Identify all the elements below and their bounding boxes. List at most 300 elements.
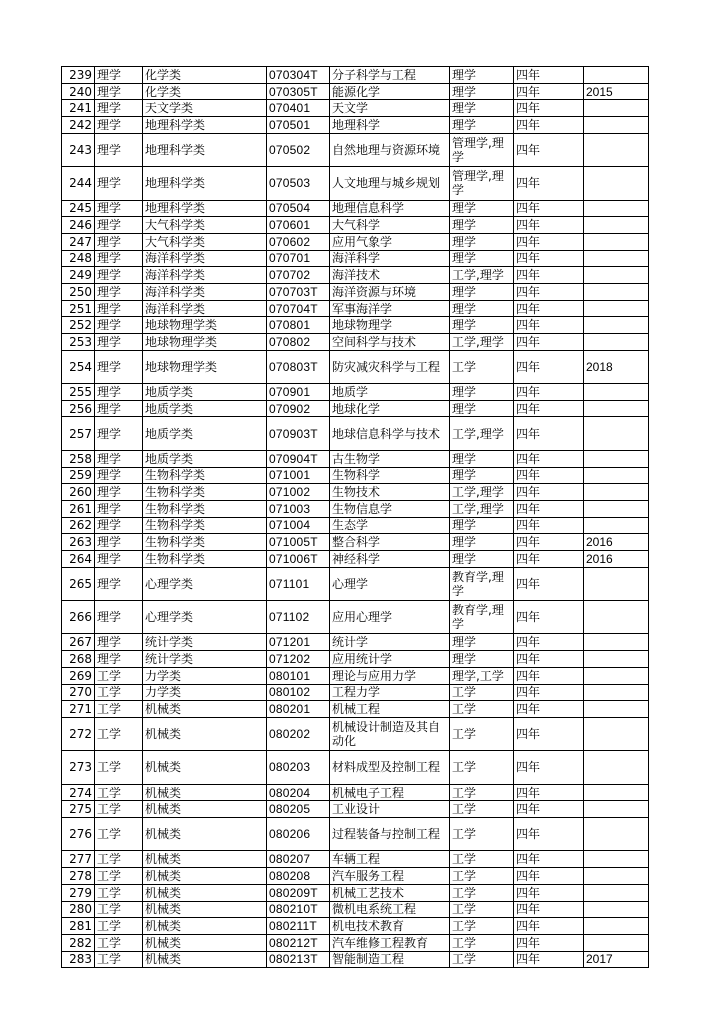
discipline-category-cell: 理学 <box>95 551 143 568</box>
year-added-cell <box>584 484 649 501</box>
study-duration-cell: 四年 <box>514 868 584 885</box>
study-duration-cell: 四年 <box>514 534 584 551</box>
year-added-cell <box>584 701 649 718</box>
major-code-cell: 080207 <box>267 851 330 868</box>
major-code-cell: 071202 <box>267 651 330 668</box>
major-name-cell: 过程装备与控制工程 <box>330 818 450 851</box>
year-added-cell <box>584 334 649 351</box>
major-name-cell: 应用气象学 <box>330 233 450 250</box>
discipline-category-cell: 理学 <box>95 450 143 467</box>
row-number-cell: 278 <box>62 868 95 885</box>
table-row <box>62 67 649 84</box>
major-code-cell: 070502 <box>267 133 330 166</box>
major-code-cell: 070601 <box>267 217 330 234</box>
discipline-category-cell: 理学 <box>95 467 143 484</box>
study-duration-cell: 四年 <box>514 283 584 300</box>
discipline-category-cell: 理学 <box>95 200 143 217</box>
study-duration-cell: 四年 <box>514 334 584 351</box>
row-number-cell: 256 <box>62 400 95 417</box>
major-class-cell: 生物科学类 <box>143 517 267 534</box>
row-number-cell: 267 <box>62 634 95 651</box>
study-duration-cell: 四年 <box>514 500 584 517</box>
degree-type-cell: 管理学,理学 <box>450 167 514 200</box>
major-class-cell: 心理学类 <box>143 567 267 600</box>
table-row <box>62 567 649 600</box>
major-name-cell: 微机电系统工程 <box>330 901 450 918</box>
degree-type-cell: 理学 <box>450 551 514 568</box>
major-code-cell: 070504 <box>267 200 330 217</box>
row-number-cell: 257 <box>62 417 95 450</box>
study-duration-cell: 四年 <box>514 467 584 484</box>
study-duration-cell: 四年 <box>514 551 584 568</box>
row-number-cell: 255 <box>62 384 95 401</box>
degree-type-cell: 工学 <box>450 701 514 718</box>
major-code-cell: 080101 <box>267 667 330 684</box>
row-number-cell: 246 <box>62 217 95 234</box>
table-row <box>62 634 649 651</box>
row-number-cell: 277 <box>62 851 95 868</box>
degree-type-cell: 理学 <box>450 117 514 134</box>
degree-type-cell: 管理学,理学 <box>450 133 514 166</box>
study-duration-cell: 四年 <box>514 167 584 200</box>
year-added-cell <box>584 400 649 417</box>
row-number-cell: 279 <box>62 884 95 901</box>
row-number-cell: 261 <box>62 500 95 517</box>
major-class-cell: 化学类 <box>143 83 267 100</box>
year-added-cell <box>584 217 649 234</box>
major-code-cell: 070901 <box>267 384 330 401</box>
major-code-cell: 080209T <box>267 884 330 901</box>
major-code-cell: 070602 <box>267 233 330 250</box>
degree-type-cell: 理学 <box>450 317 514 334</box>
major-name-cell: 空间科学与技术 <box>330 334 450 351</box>
study-duration-cell: 四年 <box>514 384 584 401</box>
degree-type-cell: 理学 <box>450 250 514 267</box>
table-row <box>62 217 649 234</box>
study-duration-cell: 四年 <box>514 884 584 901</box>
year-added-cell <box>584 934 649 951</box>
discipline-category-cell: 理学 <box>95 167 143 200</box>
major-code-cell: 070401 <box>267 100 330 117</box>
row-number-cell: 262 <box>62 517 95 534</box>
major-code-cell: 080211T <box>267 918 330 935</box>
row-number-cell: 252 <box>62 317 95 334</box>
major-code-cell: 070802 <box>267 334 330 351</box>
table-row <box>62 400 649 417</box>
major-name-cell: 机械工程 <box>330 701 450 718</box>
major-code-cell: 080205 <box>267 801 330 818</box>
major-class-cell: 统计学类 <box>143 651 267 668</box>
major-name-cell: 生物信息学 <box>330 500 450 517</box>
study-duration-cell: 四年 <box>514 217 584 234</box>
year-added-cell <box>584 667 649 684</box>
table-row <box>62 283 649 300</box>
row-number-cell: 241 <box>62 100 95 117</box>
major-code-cell: 070305T <box>267 83 330 100</box>
study-duration-cell: 四年 <box>514 801 584 818</box>
major-code-cell: 080210T <box>267 901 330 918</box>
study-duration-cell: 四年 <box>514 567 584 600</box>
major-code-cell: 080201 <box>267 701 330 718</box>
row-number-cell: 242 <box>62 117 95 134</box>
major-name-cell: 天文学 <box>330 100 450 117</box>
discipline-category-cell: 工学 <box>95 801 143 818</box>
year-added-cell <box>584 818 649 851</box>
study-duration-cell: 四年 <box>514 450 584 467</box>
degree-type-cell: 工学 <box>450 801 514 818</box>
table-row <box>62 133 649 166</box>
degree-type-cell: 理学 <box>450 651 514 668</box>
major-code-cell: 080203 <box>267 751 330 784</box>
row-number-cell: 281 <box>62 918 95 935</box>
year-added-cell <box>584 651 649 668</box>
major-name-cell: 整合科学 <box>330 534 450 551</box>
year-added-cell <box>584 100 649 117</box>
year-added-cell: 2016 <box>584 534 649 551</box>
degree-type-cell: 工学 <box>450 751 514 784</box>
major-name-cell: 机械电子工程 <box>330 784 450 801</box>
discipline-category-cell: 理学 <box>95 67 143 84</box>
major-name-cell: 防灾减灾科学与工程 <box>330 350 450 383</box>
major-code-cell: 070501 <box>267 117 330 134</box>
year-added-cell <box>584 450 649 467</box>
major-code-cell: 071201 <box>267 634 330 651</box>
discipline-category-cell: 理学 <box>95 384 143 401</box>
major-class-cell: 心理学类 <box>143 601 267 634</box>
major-class-cell: 生物科学类 <box>143 484 267 501</box>
table-row <box>62 751 649 784</box>
discipline-category-cell: 工学 <box>95 884 143 901</box>
row-number-cell: 264 <box>62 551 95 568</box>
discipline-category-cell: 理学 <box>95 233 143 250</box>
table-row <box>62 701 649 718</box>
study-duration-cell: 四年 <box>514 233 584 250</box>
major-class-cell: 机械类 <box>143 934 267 951</box>
degree-type-cell: 教育学,理学 <box>450 567 514 600</box>
degree-type-cell: 理学 <box>450 100 514 117</box>
major-class-cell: 海洋科学类 <box>143 250 267 267</box>
major-name-cell: 理论与应用力学 <box>330 667 450 684</box>
major-code-cell: 080102 <box>267 684 330 701</box>
table-row <box>62 334 649 351</box>
row-number-cell: 272 <box>62 717 95 750</box>
year-added-cell <box>584 167 649 200</box>
year-added-cell <box>584 884 649 901</box>
discipline-category-cell: 理学 <box>95 334 143 351</box>
major-class-cell: 化学类 <box>143 67 267 84</box>
major-name-cell: 智能制造工程 <box>330 951 450 968</box>
table-row <box>62 117 649 134</box>
study-duration-cell: 四年 <box>514 851 584 868</box>
degree-type-cell: 理学 <box>450 233 514 250</box>
row-number-cell: 239 <box>62 67 95 84</box>
discipline-category-cell: 理学 <box>95 300 143 317</box>
year-added-cell <box>584 133 649 166</box>
degree-type-cell: 教育学,理学 <box>450 601 514 634</box>
major-name-cell: 应用统计学 <box>330 651 450 668</box>
major-class-cell: 机械类 <box>143 801 267 818</box>
discipline-category-cell: 理学 <box>95 484 143 501</box>
discipline-category-cell: 理学 <box>95 567 143 600</box>
major-class-cell: 机械类 <box>143 884 267 901</box>
year-added-cell <box>584 868 649 885</box>
major-code-cell: 070702 <box>267 267 330 284</box>
table-row <box>62 83 649 100</box>
degree-type-cell: 工学,理学 <box>450 267 514 284</box>
major-class-cell: 海洋科学类 <box>143 283 267 300</box>
study-duration-cell: 四年 <box>514 67 584 84</box>
discipline-category-cell: 工学 <box>95 751 143 784</box>
degree-type-cell: 理学 <box>450 467 514 484</box>
major-name-cell: 应用心理学 <box>330 601 450 634</box>
year-added-cell <box>584 283 649 300</box>
degree-type-cell: 工学 <box>450 784 514 801</box>
study-duration-cell: 四年 <box>514 300 584 317</box>
major-name-cell: 海洋技术 <box>330 267 450 284</box>
year-added-cell <box>584 784 649 801</box>
discipline-category-cell: 理学 <box>95 534 143 551</box>
year-added-cell: 2018 <box>584 350 649 383</box>
major-code-cell: 080206 <box>267 818 330 851</box>
major-code-cell: 080208 <box>267 868 330 885</box>
table-row <box>62 534 649 551</box>
major-code-cell: 070701 <box>267 250 330 267</box>
discipline-category-cell: 工学 <box>95 918 143 935</box>
major-code-cell: 070902 <box>267 400 330 417</box>
row-number-cell: 259 <box>62 467 95 484</box>
row-number-cell: 265 <box>62 567 95 600</box>
table-row <box>62 551 649 568</box>
major-list-table <box>61 66 649 968</box>
discipline-category-cell: 理学 <box>95 634 143 651</box>
degree-type-cell: 工学 <box>450 818 514 851</box>
degree-type-cell: 工学 <box>450 901 514 918</box>
major-class-cell: 力学类 <box>143 667 267 684</box>
table-row <box>62 667 649 684</box>
study-duration-cell: 四年 <box>514 667 584 684</box>
discipline-category-cell: 理学 <box>95 283 143 300</box>
row-number-cell: 263 <box>62 534 95 551</box>
major-name-cell: 海洋资源与环境 <box>330 283 450 300</box>
degree-type-cell: 理学 <box>450 450 514 467</box>
year-added-cell <box>584 384 649 401</box>
major-class-cell: 天文学类 <box>143 100 267 117</box>
year-added-cell <box>584 751 649 784</box>
study-duration-cell: 四年 <box>514 83 584 100</box>
discipline-category-cell: 理学 <box>95 500 143 517</box>
major-code-cell: 070803T <box>267 350 330 383</box>
degree-type-cell: 工学 <box>450 951 514 968</box>
year-added-cell <box>584 801 649 818</box>
year-added-cell <box>584 717 649 750</box>
study-duration-cell: 四年 <box>514 751 584 784</box>
discipline-category-cell: 工学 <box>95 934 143 951</box>
study-duration-cell: 四年 <box>514 818 584 851</box>
discipline-category-cell: 工学 <box>95 951 143 968</box>
major-class-cell: 力学类 <box>143 684 267 701</box>
major-name-cell: 车辆工程 <box>330 851 450 868</box>
study-duration-cell: 四年 <box>514 784 584 801</box>
degree-type-cell: 理学 <box>450 517 514 534</box>
degree-type-cell: 工学 <box>450 717 514 750</box>
row-number-cell: 253 <box>62 334 95 351</box>
year-added-cell <box>584 684 649 701</box>
table-row <box>62 384 649 401</box>
major-class-cell: 生物科学类 <box>143 534 267 551</box>
table-row <box>62 934 649 951</box>
table-row <box>62 851 649 868</box>
study-duration-cell: 四年 <box>514 250 584 267</box>
study-duration-cell: 四年 <box>514 934 584 951</box>
row-number-cell: 268 <box>62 651 95 668</box>
year-added-cell <box>584 417 649 450</box>
row-number-cell: 245 <box>62 200 95 217</box>
major-code-cell: 080213T <box>267 951 330 968</box>
study-duration-cell: 四年 <box>514 517 584 534</box>
major-class-cell: 地理科学类 <box>143 133 267 166</box>
degree-type-cell: 理学 <box>450 200 514 217</box>
discipline-category-cell: 理学 <box>95 651 143 668</box>
row-number-cell: 275 <box>62 801 95 818</box>
row-number-cell: 258 <box>62 450 95 467</box>
major-class-cell: 机械类 <box>143 818 267 851</box>
major-class-cell: 地理科学类 <box>143 117 267 134</box>
major-class-cell: 统计学类 <box>143 634 267 651</box>
major-class-cell: 地理科学类 <box>143 200 267 217</box>
table-row <box>62 100 649 117</box>
year-added-cell <box>584 317 649 334</box>
study-duration-cell: 四年 <box>514 350 584 383</box>
year-added-cell <box>584 200 649 217</box>
row-number-cell: 243 <box>62 133 95 166</box>
table-row <box>62 484 649 501</box>
degree-type-cell: 工学 <box>450 884 514 901</box>
discipline-category-cell: 工学 <box>95 818 143 851</box>
study-duration-cell: 四年 <box>514 701 584 718</box>
row-number-cell: 240 <box>62 83 95 100</box>
major-code-cell: 070703T <box>267 283 330 300</box>
major-name-cell: 海洋科学 <box>330 250 450 267</box>
major-name-cell: 生物科学 <box>330 467 450 484</box>
table-row <box>62 601 649 634</box>
major-class-cell: 机械类 <box>143 901 267 918</box>
table-row <box>62 500 649 517</box>
degree-type-cell: 理学 <box>450 67 514 84</box>
major-class-cell: 生物科学类 <box>143 500 267 517</box>
major-class-cell: 机械类 <box>143 868 267 885</box>
major-code-cell: 070801 <box>267 317 330 334</box>
major-class-cell: 地质学类 <box>143 384 267 401</box>
major-class-cell: 机械类 <box>143 701 267 718</box>
study-duration-cell: 四年 <box>514 100 584 117</box>
table-row <box>62 918 649 935</box>
major-class-cell: 机械类 <box>143 918 267 935</box>
discipline-category-cell: 工学 <box>95 784 143 801</box>
major-code-cell: 080202 <box>267 717 330 750</box>
major-class-cell: 大气科学类 <box>143 233 267 250</box>
row-number-cell: 283 <box>62 951 95 968</box>
degree-type-cell: 工学,理学 <box>450 417 514 450</box>
study-duration-cell: 四年 <box>514 951 584 968</box>
study-duration-cell: 四年 <box>514 684 584 701</box>
table-row <box>62 717 649 750</box>
study-duration-cell: 四年 <box>514 651 584 668</box>
study-duration-cell: 四年 <box>514 901 584 918</box>
discipline-category-cell: 理学 <box>95 317 143 334</box>
major-class-cell: 生物科学类 <box>143 467 267 484</box>
major-name-cell: 汽车维修工程教育 <box>330 934 450 951</box>
degree-type-cell: 理学 <box>450 634 514 651</box>
study-duration-cell: 四年 <box>514 417 584 450</box>
major-name-cell: 工业设计 <box>330 801 450 818</box>
year-added-cell <box>584 233 649 250</box>
year-added-cell <box>584 851 649 868</box>
year-added-cell <box>584 567 649 600</box>
major-code-cell: 071006T <box>267 551 330 568</box>
year-added-cell <box>584 67 649 84</box>
table-row <box>62 684 649 701</box>
major-name-cell: 分子科学与工程 <box>330 67 450 84</box>
study-duration-cell: 四年 <box>514 133 584 166</box>
row-number-cell: 260 <box>62 484 95 501</box>
major-name-cell: 统计学 <box>330 634 450 651</box>
major-name-cell: 心理学 <box>330 567 450 600</box>
study-duration-cell: 四年 <box>514 918 584 935</box>
major-name-cell: 自然地理与资源环境 <box>330 133 450 166</box>
table-row <box>62 884 649 901</box>
table-row <box>62 868 649 885</box>
year-added-cell <box>584 267 649 284</box>
row-number-cell: 249 <box>62 267 95 284</box>
degree-type-cell: 工学,理学 <box>450 500 514 517</box>
row-number-cell: 276 <box>62 818 95 851</box>
major-name-cell: 机电技术教育 <box>330 918 450 935</box>
major-code-cell: 071004 <box>267 517 330 534</box>
table-row <box>62 818 649 851</box>
degree-type-cell: 工学 <box>450 350 514 383</box>
major-name-cell: 地球化学 <box>330 400 450 417</box>
major-class-cell: 生物科学类 <box>143 551 267 568</box>
major-code-cell: 070704T <box>267 300 330 317</box>
major-name-cell: 地理信息科学 <box>330 200 450 217</box>
major-name-cell: 机械工艺技术 <box>330 884 450 901</box>
year-added-cell <box>584 250 649 267</box>
year-added-cell <box>584 634 649 651</box>
table-row <box>62 901 649 918</box>
major-name-cell: 军事海洋学 <box>330 300 450 317</box>
row-number-cell: 270 <box>62 684 95 701</box>
degree-type-cell: 工学,理学 <box>450 484 514 501</box>
study-duration-cell: 四年 <box>514 317 584 334</box>
discipline-category-cell: 工学 <box>95 701 143 718</box>
major-code-cell: 071102 <box>267 601 330 634</box>
major-name-cell: 工程力学 <box>330 684 450 701</box>
study-duration-cell: 四年 <box>514 117 584 134</box>
study-duration-cell: 四年 <box>514 634 584 651</box>
row-number-cell: 282 <box>62 934 95 951</box>
discipline-category-cell: 理学 <box>95 117 143 134</box>
year-added-cell <box>584 601 649 634</box>
discipline-category-cell: 工学 <box>95 868 143 885</box>
year-added-cell <box>584 117 649 134</box>
study-duration-cell: 四年 <box>514 400 584 417</box>
row-number-cell: 274 <box>62 784 95 801</box>
table-row <box>62 801 649 818</box>
degree-type-cell: 工学 <box>450 868 514 885</box>
major-class-cell: 大气科学类 <box>143 217 267 234</box>
major-name-cell: 生态学 <box>330 517 450 534</box>
major-name-cell: 能源化学 <box>330 83 450 100</box>
